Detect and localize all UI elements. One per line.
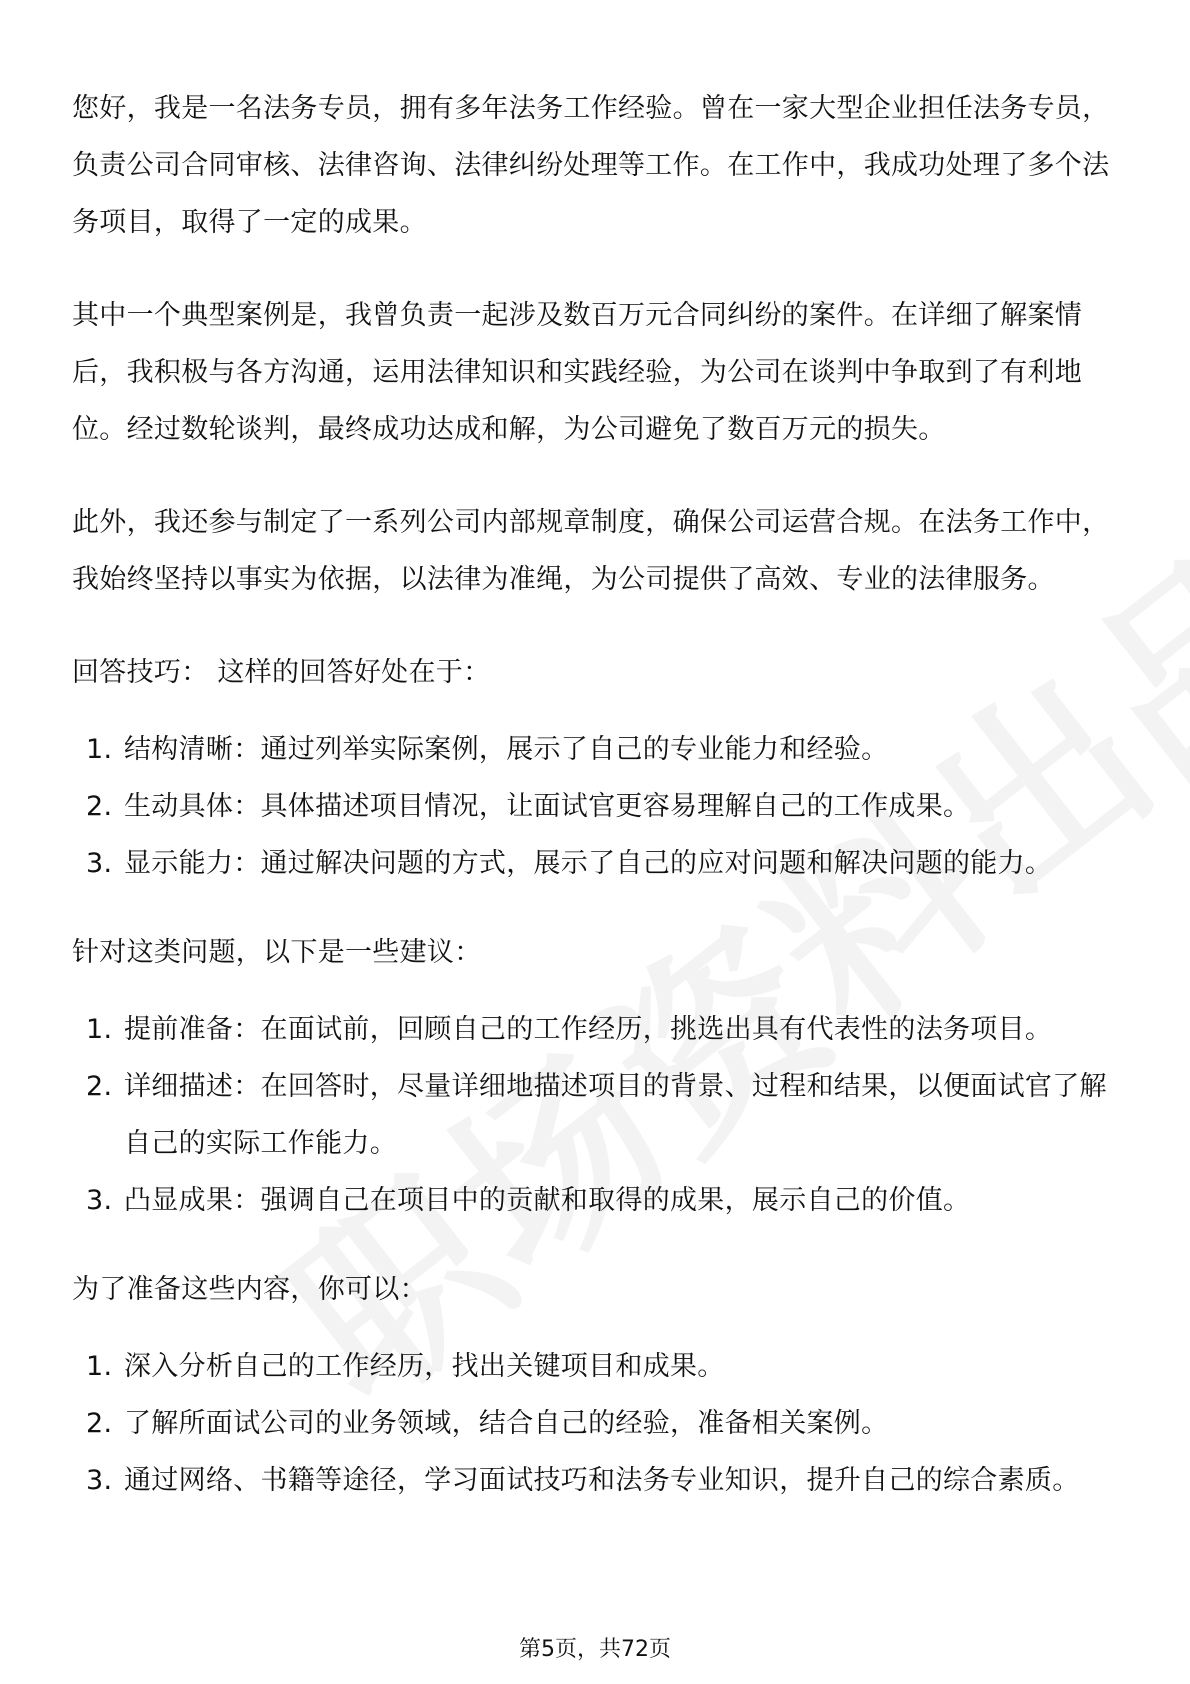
paragraph-case: 其中一个典型案例是，我曾负责一起涉及数百万元合同纠纷的案件。在详细了解案情后，我积极与各方沟通，运用法律知识和实践经验，为公司在谈判中争取到了有利地位。经过数轮谈判，最终成功达成和解，为公司避免了数百万元的损失。 — [72, 300, 1083, 445]
paragraph-extra: 此外，我还参与制定了一系列公司内部规章制度，确保公司运营合规。在法务工作中，我始终坚持以事实为依据，以法律为准绳，为公司提供了高效、专业的法律服务。 — [72, 507, 1110, 595]
prepare-heading: 为了准备这些内容，你可以： — [72, 1274, 427, 1305]
advice-heading: 针对这类问题，以下是一些建议： — [72, 937, 482, 968]
advice-list — [72, 1001, 1122, 1229]
list-item: 3. 显示能力：通过解决问题的方式，展示了自己的应对问题和解决问题的能力。 — [86, 848, 1053, 879]
prepare-list — [72, 1338, 1122, 1509]
list-item: 2. 生动具体：具体描述项目情况，让面试官更容易理解自己的工作成果。 — [86, 791, 971, 822]
list-item: 3. 凸显成果：强调自己在项目中的贡献和取得的成果，展示自己的价值。 — [86, 1185, 971, 1216]
tips-heading: 回答技巧： 这样的回答好处在于： — [72, 657, 491, 688]
tips-list — [72, 721, 1122, 892]
document-body — [72, 80, 1122, 1541]
paragraph-intro: 您好，我是一名法务专员，拥有多年法务工作经验。曾在一家大型企业担任法务专员，负责公司合同审核、法律咨询、法律纠纷处理等工作。在工作中，我成功处理了多个法务项目，取得了一定的成果。 — [72, 93, 1110, 238]
list-item: 2. 了解所面试公司的业务领域，结合自己的经验，准备相关案例。 — [86, 1408, 889, 1439]
list-item: 1. 深入分析自己的工作经历，找出关键项目和成果。 — [86, 1351, 725, 1382]
list-item: 3. 通过网络、书籍等途径，学习面试技巧和法务专业知识，提升自己的综合素质。 — [86, 1465, 1080, 1496]
list-item: 2. 详细描述：在回答时，尽量详细地描述项目的背景、过程和结果，以便面试官了解自己的实际工作能力。 — [86, 1071, 1107, 1159]
list-item: 1. 结构清晰：通过列举实际案例，展示了自己的专业能力和经验。 — [86, 734, 889, 765]
list-item: 1. 提前准备：在面试前，回顾自己的工作经历，挑选出具有代表性的法务项目。 — [86, 1014, 1053, 1045]
page-number: 第5页，共72页 — [519, 1637, 671, 1662]
